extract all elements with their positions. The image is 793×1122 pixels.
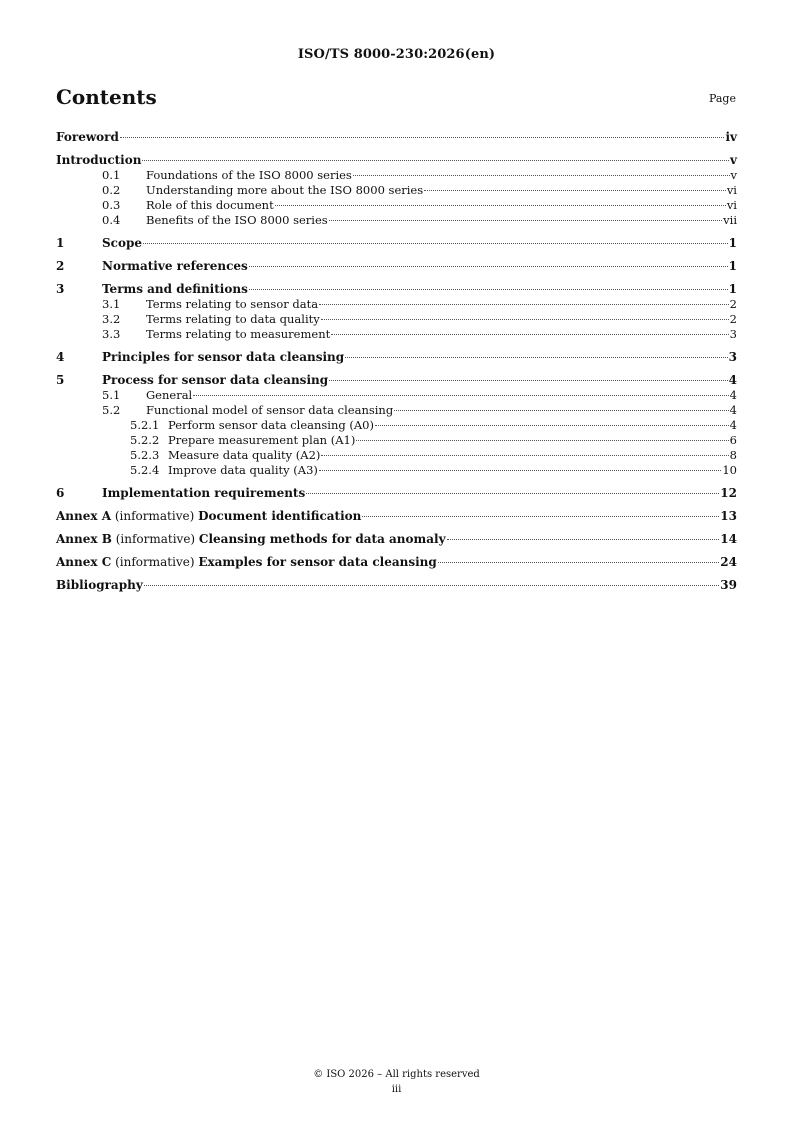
toc-entry-number: 3 [56, 282, 65, 296]
toc-entry-title: Introduction [56, 153, 142, 167]
toc-entry-page: vi [726, 183, 737, 197]
dot-leader [353, 175, 730, 176]
dot-leader [143, 243, 728, 244]
annex-type: (informative) [111, 509, 199, 523]
toc-entry-number: 3.2 [102, 312, 121, 326]
document-identifier: ISO/TS 8000-230:2026(en) [297, 47, 496, 62]
dot-leader [331, 334, 728, 335]
toc-entry[interactable] [56, 168, 737, 183]
toc-spacer [56, 570, 737, 577]
toc-entry-page: 10 [722, 463, 737, 477]
dot-leader [356, 440, 728, 441]
toc-entry-page: 8 [729, 448, 737, 462]
dot-leader [275, 205, 726, 206]
toc-entry[interactable] [56, 485, 737, 501]
toc-entry[interactable] [56, 418, 737, 433]
toc-entry[interactable] [56, 349, 737, 365]
toc-entry[interactable] [56, 433, 737, 448]
toc-entry[interactable] [56, 577, 737, 593]
toc-entry-page: 1 [728, 259, 737, 273]
toc-entry-title: Implementation requirements [102, 486, 306, 500]
toc-entry-number: 5.2 [102, 403, 121, 417]
toc-entry[interactable] [56, 281, 737, 297]
toc-entry[interactable] [56, 327, 737, 342]
toc-entry-title: Normative references [102, 259, 248, 273]
toc-entry-title: Terms relating to sensor data [146, 297, 319, 311]
toc-entry-title [56, 508, 361, 524]
dot-leader [375, 425, 729, 426]
annex-title: Document identification [198, 509, 362, 523]
toc-entry-page: 3 [729, 327, 737, 341]
annex-title: Cleansing methods for data anomaly [198, 532, 446, 546]
dot-leader [193, 395, 728, 396]
annex-label: Annex A [56, 509, 112, 523]
annex-label: Annex C [56, 555, 112, 569]
toc-entry[interactable] [56, 388, 737, 403]
annex-label: Annex B [56, 532, 112, 546]
toc-entry[interactable] [56, 183, 737, 198]
toc-entry-number: 1 [56, 236, 65, 250]
toc-entry[interactable] [56, 312, 737, 327]
toc-entry-title: Terms and definitions [102, 282, 248, 296]
dot-leader [438, 562, 720, 563]
toc-entry-title: Measure data quality (A2) [168, 448, 321, 462]
toc-entry-title: Understanding more about the ISO 8000 series [146, 183, 424, 197]
toc-entry-number: 5.1 [102, 388, 121, 402]
toc-entry-page: 13 [720, 509, 737, 523]
toc-entry-page: iv [725, 130, 737, 144]
toc-entry-title: Benefits of the ISO 8000 series [146, 213, 328, 227]
toc-entry-page: 24 [720, 555, 737, 569]
toc-entry[interactable] [56, 403, 737, 418]
toc-entry[interactable] [56, 372, 737, 388]
toc-entry-title: Role of this document [146, 198, 274, 212]
toc-entry-page: 4 [728, 373, 737, 387]
toc-spacer [56, 547, 737, 554]
toc-spacer [56, 342, 737, 349]
toc-entry-title: Scope [102, 236, 143, 250]
dot-leader [321, 319, 729, 320]
toc-entry[interactable] [56, 463, 737, 478]
toc-entry[interactable] [56, 448, 737, 463]
toc-entry[interactable] [56, 152, 737, 168]
toc-entry-page: vi [726, 198, 737, 212]
toc-entry-title [56, 531, 446, 547]
toc-entry-title: Process for sensor data cleansing [102, 373, 329, 387]
dot-leader [144, 585, 720, 586]
toc-entry-number: 5 [56, 373, 65, 387]
toc-entry-title: Foundations of the ISO 8000 series [146, 168, 352, 182]
dot-leader [362, 516, 719, 517]
contents-heading: Contents [56, 85, 157, 109]
toc-entry-title: Foreword [56, 130, 119, 144]
toc-spacer [56, 228, 737, 235]
toc-entry-page: 4 [729, 403, 737, 417]
toc-entry-title: Prepare measurement plan (A1) [168, 433, 356, 447]
toc-entry-page: 1 [728, 282, 737, 296]
toc-entry-number: 5.2.3 [130, 448, 160, 462]
toc-entry-title: General [146, 388, 193, 402]
toc-entry-title: Terms relating to data quality [146, 312, 320, 326]
toc-entry-page: 1 [728, 236, 737, 250]
toc-entry-number: 5.2.1 [130, 418, 160, 432]
toc-spacer [56, 524, 737, 531]
dot-leader [249, 289, 728, 290]
toc-entry[interactable] [56, 554, 737, 570]
toc-entry-page: 39 [720, 578, 737, 592]
dot-leader [345, 357, 727, 358]
dot-leader [319, 304, 729, 305]
toc-entry-page: vii [723, 213, 737, 227]
toc-entry-page: 14 [720, 532, 737, 546]
toc-spacer [56, 501, 737, 508]
toc-entry-page: v [730, 168, 737, 182]
toc-entry-title: Perform sensor data cleansing (A0) [168, 418, 374, 432]
toc-entry-number: 6 [56, 486, 65, 500]
dot-leader [306, 493, 719, 494]
toc-entry-number: 4 [56, 350, 65, 364]
dot-leader [329, 220, 722, 221]
toc-entry[interactable] [56, 258, 737, 274]
toc-entry-number: 0.3 [102, 198, 121, 212]
toc-entry-number: 2 [56, 259, 65, 273]
toc-entry-page: 2 [729, 297, 737, 311]
dot-leader [321, 455, 728, 456]
annex-type: (informative) [111, 532, 199, 546]
annex-type: (informative) [111, 555, 199, 569]
annex-title: Examples for sensor data cleansing [198, 555, 437, 569]
toc-entry-title: Principles for sensor data cleansing [102, 350, 345, 364]
dot-leader [319, 470, 721, 471]
toc-entry-page: 3 [728, 350, 737, 364]
page-number: iii [391, 1084, 402, 1095]
toc-entry-number: 3.1 [102, 297, 121, 311]
toc-entry-title: Bibliography [56, 578, 143, 592]
page-column-label: Page [708, 92, 736, 105]
toc-entry-number: 0.4 [102, 213, 121, 227]
toc-entry-number: 0.1 [102, 168, 121, 182]
toc-entry-page: 6 [729, 433, 737, 447]
toc-entry[interactable] [56, 213, 737, 228]
toc-spacer [56, 274, 737, 281]
toc-entry-page: 2 [729, 312, 737, 326]
copyright-notice: © ISO 2026 – All rights reserved [313, 1069, 480, 1080]
toc-entry[interactable] [56, 531, 737, 547]
toc-spacer [56, 365, 737, 372]
toc-entry-number: 5.2.4 [130, 463, 160, 477]
toc-entry-page: 4 [729, 388, 737, 402]
toc-entry-number: 0.2 [102, 183, 121, 197]
toc-spacer [56, 251, 737, 258]
toc-entry[interactable] [56, 198, 737, 213]
toc-entry-number: 5.2.2 [130, 433, 160, 447]
toc-entry[interactable] [56, 508, 737, 524]
toc-entry-page: 12 [720, 486, 737, 500]
toc-entry-title: Functional model of sensor data cleansing [146, 403, 394, 417]
toc-entry-title [56, 554, 437, 570]
toc-entry-page: v [730, 153, 737, 167]
toc-entry[interactable] [56, 129, 737, 145]
dot-leader [447, 539, 720, 540]
dot-leader [329, 380, 728, 381]
toc-entry-title: Improve data quality (A3) [168, 463, 318, 477]
table-of-contents [56, 129, 737, 593]
dot-leader [424, 190, 726, 191]
toc-entry[interactable] [56, 235, 737, 251]
toc-entry-title: Terms relating to measurement [146, 327, 331, 341]
page-footer [0, 1067, 793, 1097]
dot-leader [120, 137, 725, 138]
toc-spacer [56, 145, 737, 152]
dot-leader [249, 266, 728, 267]
dot-leader [394, 410, 728, 411]
toc-entry-number: 3.3 [102, 327, 121, 341]
toc-entry[interactable] [56, 297, 737, 312]
toc-entry-page: 4 [729, 418, 737, 432]
toc-spacer [56, 478, 737, 485]
dot-leader [142, 160, 729, 161]
